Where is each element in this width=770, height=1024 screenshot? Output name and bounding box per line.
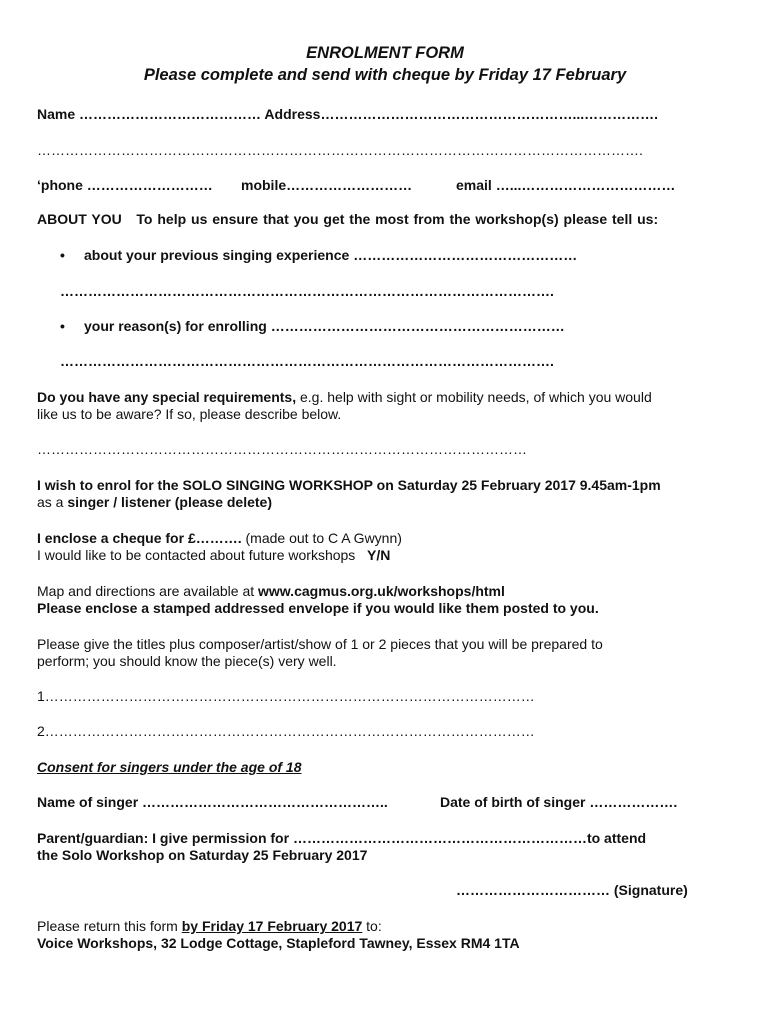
form-title: ENROLMENT FORM	[306, 44, 464, 62]
reason-row	[84, 318, 565, 335]
requirements-answer[interactable]: ……………………………………………………………………………………………	[37, 441, 527, 457]
requirements-line-2: like us to be aware? If so, please describe below.	[37, 406, 342, 422]
singer-name-field[interactable]: ……………………………………………..	[142, 794, 388, 810]
requirements-question: Do you have any special requirements,	[37, 389, 297, 405]
name-label: Name	[37, 106, 76, 122]
experience-row	[84, 247, 577, 264]
reason-field[interactable]: ………………………………………………………	[270, 318, 565, 334]
phone-field[interactable]: ………………………	[86, 177, 213, 193]
future-contact-row	[37, 547, 390, 564]
reason-label: your reason(s) for enrolling	[84, 318, 267, 334]
singer-name-label: Name of singer	[37, 794, 139, 810]
experience-field[interactable]: …………………………………………	[353, 247, 578, 263]
return-prefix: Please return this form	[37, 918, 182, 934]
phone-label: ‘phone	[37, 177, 83, 193]
permission-label: Parent/guardian: I give permission for	[37, 830, 290, 846]
experience-label: about your previous singing experience	[84, 247, 350, 263]
name-address-row	[37, 106, 658, 123]
permission-name-field[interactable]: ………………………………………………………	[292, 830, 587, 846]
return-row	[37, 918, 382, 935]
sae-note: Please enclose a stamped addressed envelope if you would like them posted to you.	[37, 600, 599, 616]
dob-row	[440, 794, 677, 811]
consent-heading: Consent for singers under the age of 18	[37, 759, 302, 775]
form-subtitle: Please complete and send with cheque by Friday 17 February	[143, 66, 627, 84]
signature-field[interactable]: ……………………………	[456, 882, 610, 898]
enrol-prefix: as a	[37, 494, 68, 510]
requirements-examples: e.g. help with sight or mobility needs, of which you would	[296, 389, 652, 405]
about-intro: To help us ensure that you get the most from the workshop(s) please tell us:	[136, 211, 659, 227]
pieces-line-2: perform; you should know the piece(s) very well.	[37, 653, 337, 669]
return-address: Voice Workshops, 32 Lodge Cottage, Stapleford Tawney, Essex RM4 1TA	[37, 935, 520, 951]
bullet-reason: •	[60, 318, 65, 334]
future-contact-yn[interactable]: Y/N	[366, 547, 391, 563]
experience-line-2[interactable]: …………………………………………………………………………………………….	[60, 283, 554, 299]
enrol-line-1: I wish to enrol for the SOLO SINGING WORKSHOP on Saturday 25 February 2017 9.45am-1pm	[37, 477, 661, 493]
email-field[interactable]: …...……………………………	[495, 177, 676, 193]
email-label: email	[456, 177, 492, 193]
enrol-line-2	[37, 494, 272, 511]
dob-field[interactable]: ……………….	[589, 794, 678, 810]
cheque-row	[37, 530, 402, 547]
mobile-label: mobile	[241, 177, 287, 193]
permission-suffix: to attend	[586, 830, 647, 846]
mobile-row	[241, 177, 412, 194]
map-prefix: Map and directions are available at	[37, 583, 259, 599]
name-field[interactable]: …………………………………	[79, 106, 262, 122]
mobile-field[interactable]: ………………………	[286, 177, 413, 193]
piece-2-field[interactable]: 2……………………………………………………………………………………………	[37, 723, 535, 739]
dob-label: Date of birth of singer	[440, 794, 586, 810]
email-row	[456, 177, 675, 194]
signature-label: (Signature)	[613, 882, 688, 898]
permission-row	[37, 830, 646, 847]
singer-row	[37, 794, 388, 811]
address-label: Address	[264, 106, 321, 122]
map-url-link[interactable]: www.cagmus.org.uk/workshops/html	[258, 583, 505, 599]
address-line-2[interactable]: ………………………………………………………………………………………………………………….	[37, 142, 643, 158]
bullet-experience: •	[60, 247, 65, 263]
permission-line-2: the Solo Workshop on Saturday 25 February 2017	[37, 847, 368, 863]
cheque-amount-field[interactable]: I enclose a cheque for £……….	[37, 530, 242, 546]
pieces-line-1: Please give the titles plus composer/artist/show of 1 or 2 pieces that you will be prepared to	[37, 636, 603, 652]
map-row	[37, 583, 505, 600]
about-you-row	[37, 211, 658, 228]
cheque-payee-note: (made out to C A Gwynn)	[241, 530, 402, 546]
return-deadline: by Friday 17 February 2017	[181, 918, 363, 934]
phone-row	[37, 177, 213, 194]
return-suffix: to:	[362, 918, 382, 934]
singer-listener-choice[interactable]: singer / listener (please delete)	[67, 494, 272, 510]
future-contact-label: I would like to be contacted about future workshops	[37, 547, 356, 563]
address-field[interactable]: ………………………………………………...…………….	[320, 106, 658, 122]
about-heading: ABOUT YOU	[37, 211, 122, 227]
signature-row	[456, 882, 688, 899]
piece-1-field[interactable]: 1……………………………………………………………………………………………	[37, 688, 535, 704]
reason-line-2[interactable]: …………………………………………………………………………………………….	[60, 353, 554, 369]
requirements-line-1	[37, 389, 652, 406]
